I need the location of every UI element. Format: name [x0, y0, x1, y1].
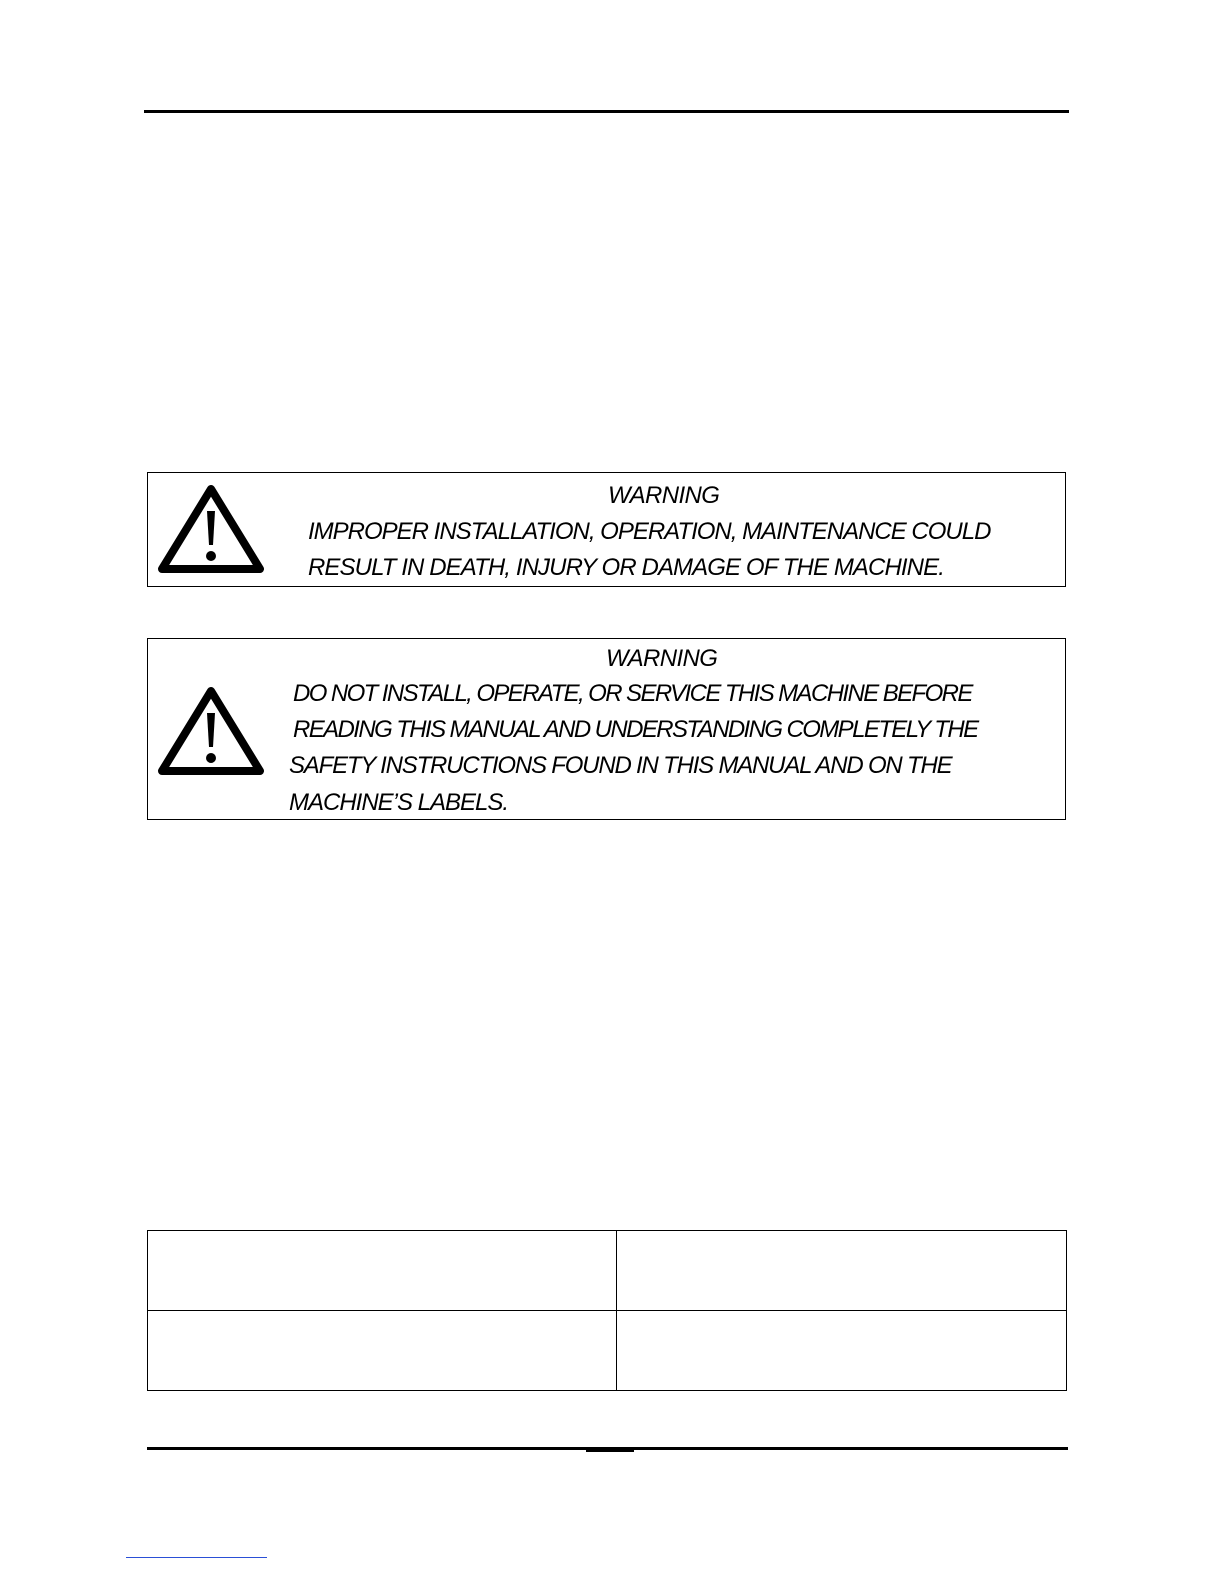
table-cell: [617, 1311, 1067, 1391]
warning-box-installation: [147, 472, 1066, 587]
warning-text-line: IMPROPER INSTALLATION, OPERATION, MAINTENANCE COULD: [308, 518, 991, 545]
warning-title: WARNING: [606, 645, 718, 672]
warning-box-read-manual: [147, 638, 1066, 820]
table-cell: [148, 1231, 617, 1311]
warning-text-line: DO NOT INSTALL, OPERATE, OR SERVICE THIS MACHINE BEFORE: [293, 680, 972, 707]
warning-text-line: MACHINE’S LABELS.: [289, 789, 509, 816]
warning-text-line: READING THIS MANUAL AND UNDERSTANDING COMPLETELY THE: [293, 716, 978, 743]
table-row: [148, 1311, 1067, 1391]
warning-triangle-icon: [156, 683, 266, 779]
footer-center-mark: [586, 1448, 634, 1452]
table-cell: [617, 1231, 1067, 1311]
warning-triangle-icon: [156, 481, 266, 577]
link-underline[interactable]: [126, 1557, 267, 1558]
header-rule: [144, 110, 1069, 113]
warning-title: WARNING: [608, 482, 720, 509]
table-cell: [148, 1311, 617, 1391]
table-row: [148, 1231, 1067, 1311]
info-table: [147, 1230, 1067, 1391]
warning-text-line: SAFETY INSTRUCTIONS FOUND IN THIS MANUAL AND ON THE: [289, 752, 952, 779]
warning-text-line: RESULT IN DEATH, INJURY OR DAMAGE OF THE MACHINE.: [308, 554, 944, 581]
